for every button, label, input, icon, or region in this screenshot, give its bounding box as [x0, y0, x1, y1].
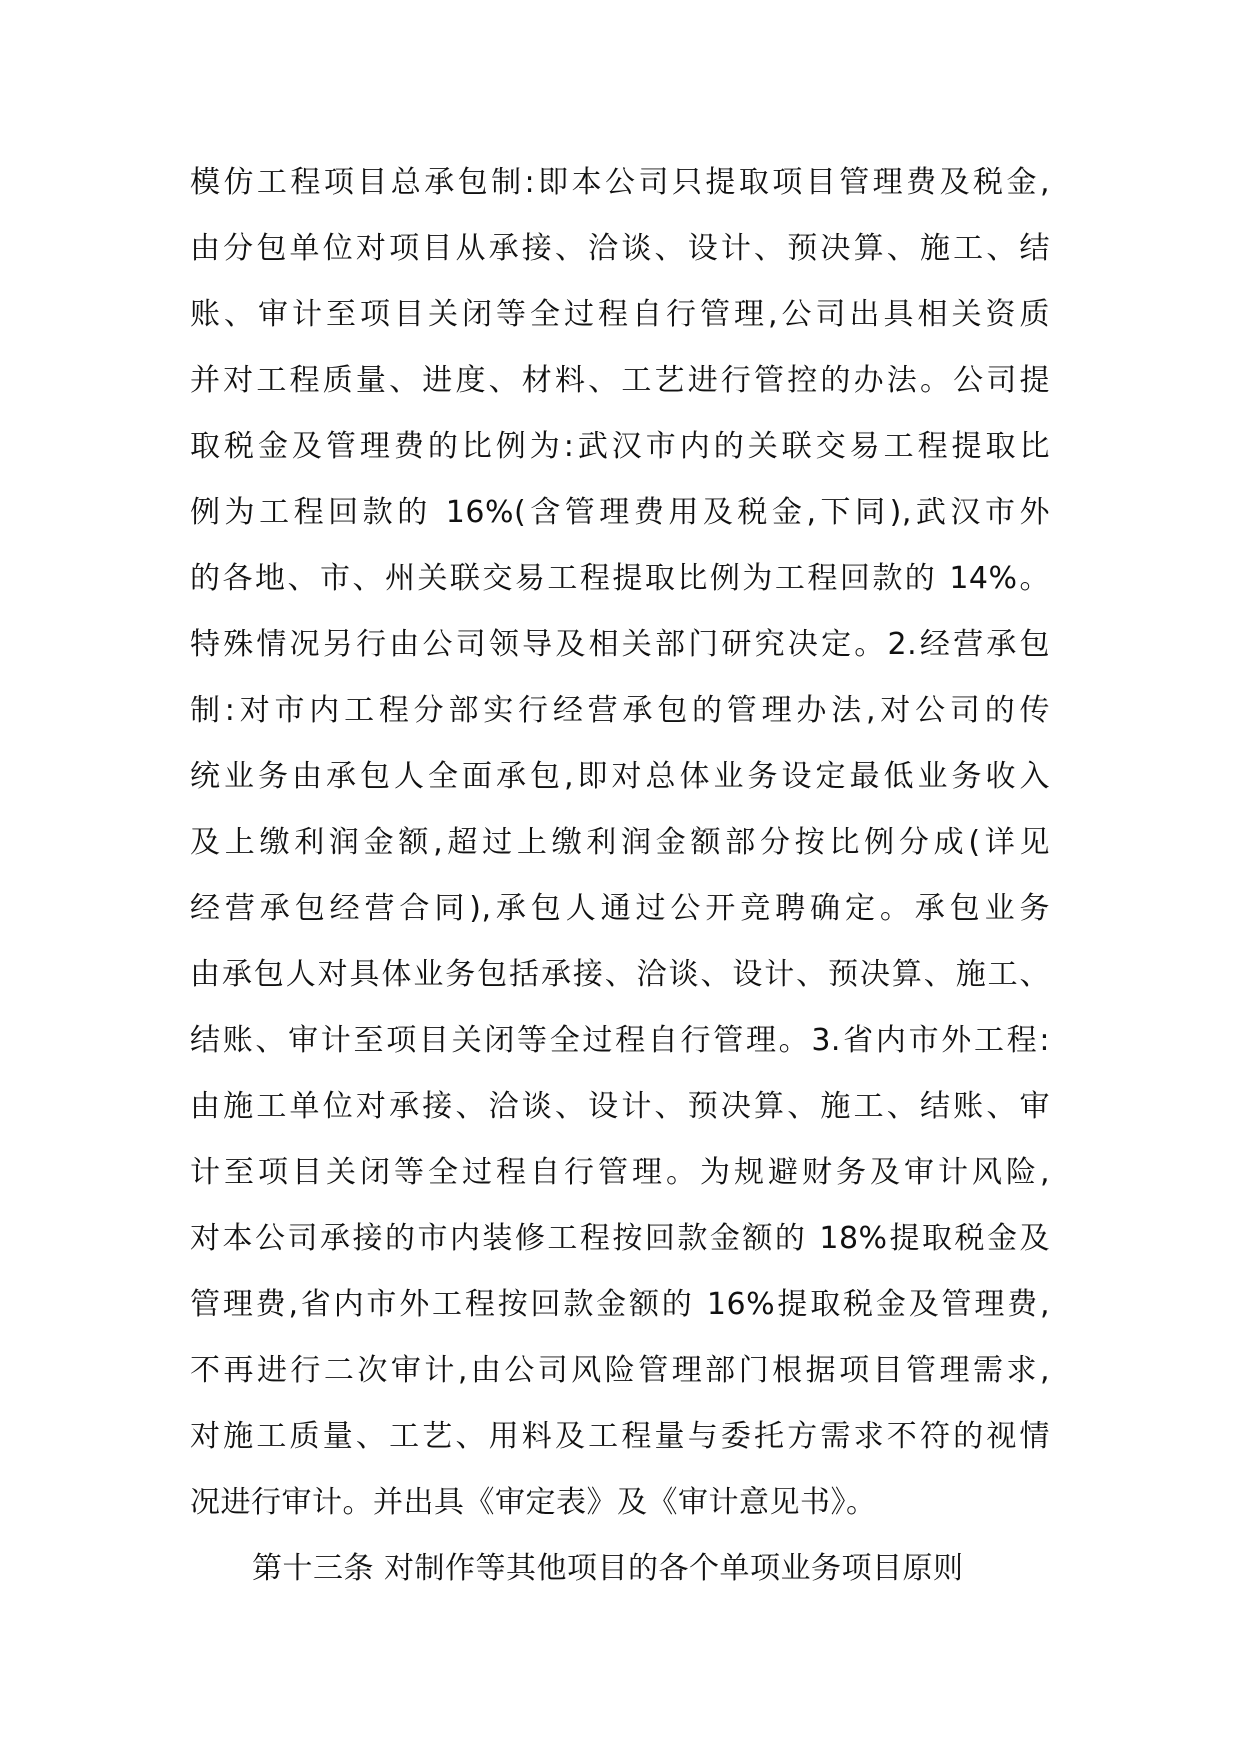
- text-line: 对施工质量、工艺、用料及工程量与委托方需求不符的视情: [190, 1419, 1050, 1454]
- text-line: 账、审计至项目关闭等全过程自行管理,公司出具相关资质: [190, 297, 1050, 332]
- text-line: 的各地、市、州关联交易工程提取比例为工程回款的 14%。: [190, 561, 1050, 596]
- text-line: 并对工程质量、进度、材料、工艺进行管控的办法。公司提: [190, 363, 1050, 398]
- text-line: 况进行审计。并出具《审定表》及《审计意见书》。: [190, 1485, 877, 1520]
- article-heading: 第十三条 对制作等其他项目的各个单项业务项目原则: [252, 1551, 964, 1586]
- text-line: 及上缴利润金额,超过上缴利润金额部分按比例分成(详见: [190, 825, 1050, 860]
- text-line: 由承包人对具体业务包括承接、洽谈、设计、预决算、施工、: [190, 957, 1050, 992]
- text-line: 特殊情况另行由公司领导及相关部门研究决定。2.经营承包: [190, 627, 1050, 662]
- text-line: 取税金及管理费的比例为:武汉市内的关联交易工程提取比: [190, 429, 1050, 464]
- text-line: 模仿工程项目总承包制:即本公司只提取项目管理费及税金,: [190, 165, 1050, 200]
- text-line: 经营承包经营合同),承包人通过公开竞聘确定。承包业务: [190, 891, 1050, 926]
- text-line: 结账、审计至项目关闭等全过程自行管理。3.省内市外工程:: [190, 1023, 1050, 1058]
- text-line: 例为工程回款的 16%(含管理费用及税金,下同),武汉市外: [190, 495, 1050, 530]
- text-line: 制:对市内工程分部实行经营承包的管理办法,对公司的传: [190, 693, 1050, 728]
- text-line: 不再进行二次审计,由公司风险管理部门根据项目管理需求,: [190, 1353, 1050, 1388]
- text-line: 由施工单位对承接、洽谈、设计、预决算、施工、结账、审: [190, 1089, 1050, 1124]
- text-line: 对本公司承接的市内装修工程按回款金额的 18%提取税金及: [190, 1221, 1050, 1256]
- text-line: 计至项目关闭等全过程自行管理。为规避财务及审计风险,: [190, 1155, 1050, 1190]
- text-line: 管理费,省内市外工程按回款金额的 16%提取税金及管理费,: [190, 1287, 1050, 1322]
- text-line: 由分包单位对项目从承接、洽谈、设计、预决算、施工、结: [190, 231, 1050, 266]
- text-line: 统业务由承包人全面承包,即对总体业务设定最低业务收入: [190, 759, 1050, 794]
- body-text: [190, 150, 1060, 1602]
